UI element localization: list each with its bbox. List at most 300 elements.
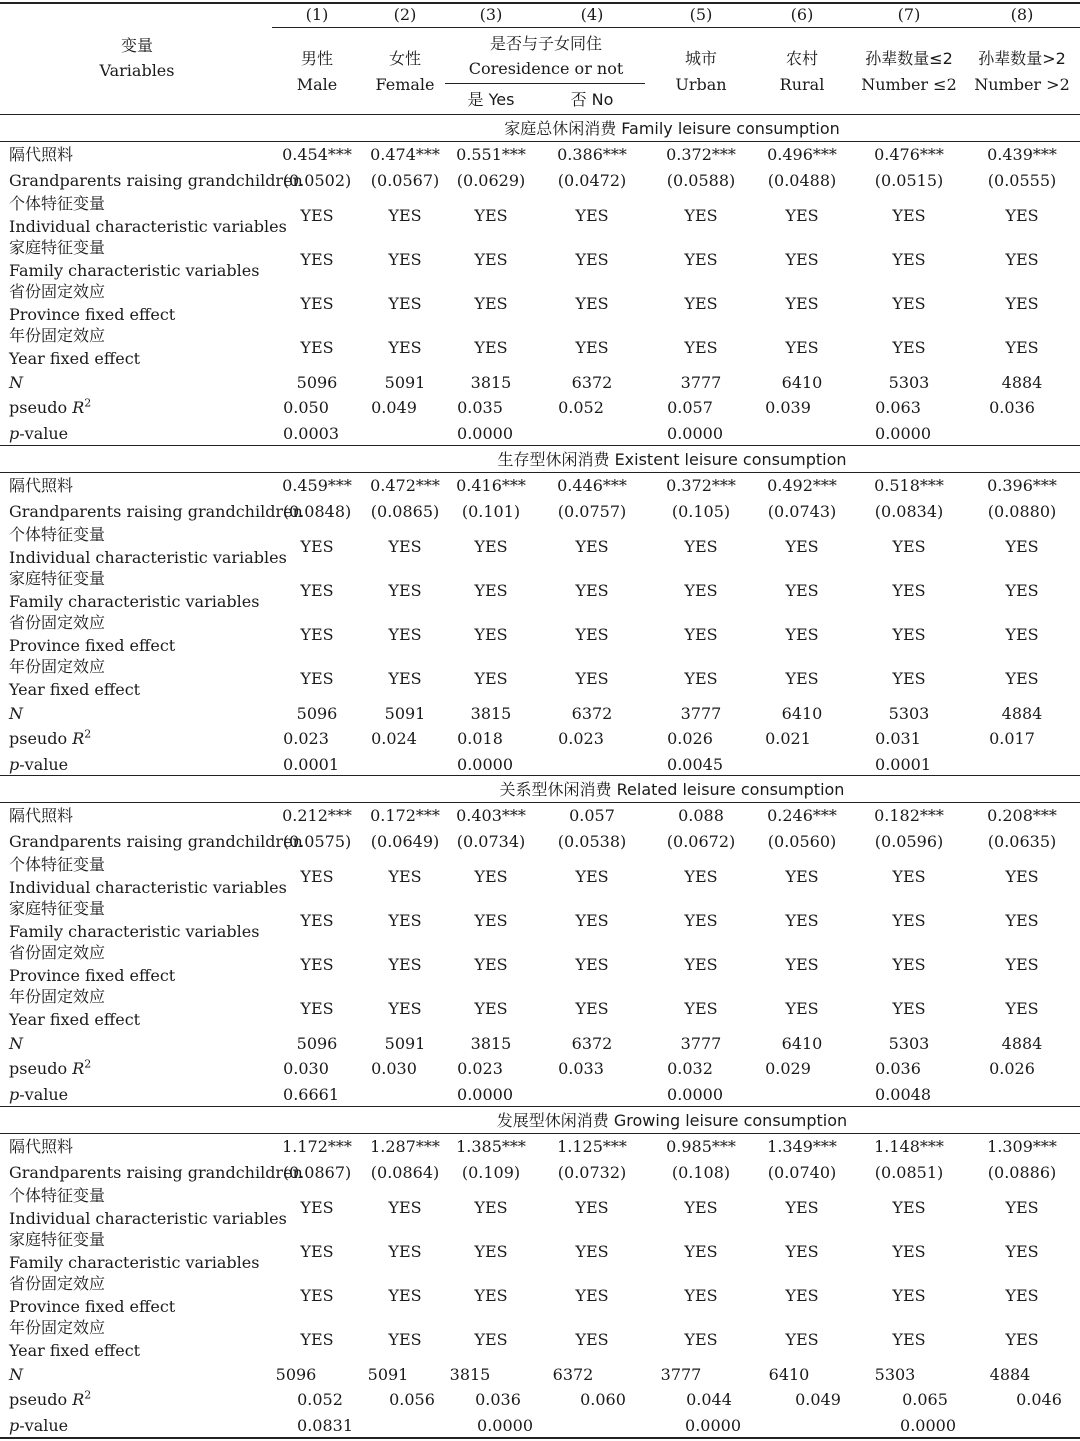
se-cell: (0.0502) <box>282 171 352 190</box>
yes-cell: YES <box>785 206 819 225</box>
yes-cell: YES <box>474 206 508 225</box>
yes-cell: YES <box>684 669 718 688</box>
se-cell: (0.0851) <box>874 1163 944 1182</box>
n-cell: 5303 <box>888 1034 930 1053</box>
n-cell: 5096 <box>275 1365 317 1384</box>
r2-cell: 0.023 <box>558 729 604 748</box>
control-label-en: Family characteristic variables <box>9 592 260 611</box>
label-n: N <box>9 1365 23 1384</box>
top-rule <box>0 2 1080 4</box>
yes-cell: YES <box>300 867 334 886</box>
yes-cell: YES <box>474 867 508 886</box>
yes-cell: YES <box>575 955 609 974</box>
control-label-cn: 家庭特征变量 <box>9 899 106 918</box>
coef-cell: 0.372*** <box>666 476 736 495</box>
yes-cell: YES <box>1005 537 1039 556</box>
yes-cell: YES <box>1005 206 1039 225</box>
control-label-en: Year fixed effect <box>9 349 141 368</box>
control-label-en: Family characteristic variables <box>9 922 260 941</box>
coef-cell: 0.416*** <box>456 476 526 495</box>
r2-cell: 0.036 <box>989 398 1035 417</box>
variables-en: Variables <box>99 61 175 80</box>
yes-cell: YES <box>300 1198 334 1217</box>
control-label-en: Family characteristic variables <box>9 1253 260 1272</box>
r2-cell: 0.033 <box>558 1059 604 1078</box>
yes-cell: YES <box>684 911 718 930</box>
group-header-en: Rural <box>779 75 825 94</box>
column-number: (6) <box>790 5 814 24</box>
n-cell: 6372 <box>552 1365 594 1384</box>
yes-cell: YES <box>1005 338 1039 357</box>
yes-cell: YES <box>892 206 926 225</box>
yes-cell: YES <box>1005 581 1039 600</box>
yes-cell: YES <box>785 999 819 1018</box>
yes-cell: YES <box>575 1286 609 1305</box>
r2-cell: 0.049 <box>371 398 417 417</box>
yes-cell: YES <box>892 1330 926 1349</box>
coef-cell: 0.386*** <box>557 145 627 164</box>
yes-cell: YES <box>892 911 926 930</box>
coef-cell: 0.439*** <box>987 145 1057 164</box>
yes-cell: YES <box>575 537 609 556</box>
yes-cell: YES <box>1005 294 1039 313</box>
label-grandparents-en: Grandparents raising grandchildren <box>9 1163 303 1182</box>
yes-cell: YES <box>684 581 718 600</box>
column-number: (7) <box>897 5 921 24</box>
yes-cell: YES <box>785 1330 819 1349</box>
yes-cell: YES <box>388 999 422 1018</box>
r2-cell: 0.029 <box>765 1059 811 1078</box>
group-header-en: Urban <box>675 75 727 94</box>
n-cell: 5096 <box>296 704 338 723</box>
label-pseudo-r2-part: 2 <box>84 396 92 410</box>
label-p-value-part: -value <box>19 424 69 443</box>
label-pseudo-r2-part: R <box>72 398 85 417</box>
label-pseudo-r2-part: 2 <box>84 1388 92 1402</box>
control-label-en: Province fixed effect <box>9 305 176 324</box>
yes-cell: YES <box>388 1198 422 1217</box>
r2-cell: 0.024 <box>371 729 417 748</box>
yes-cell: YES <box>474 250 508 269</box>
coresidence-no: 否 No <box>570 90 614 109</box>
r2-cell: 0.036 <box>875 1059 921 1078</box>
coef-cell: 1.148*** <box>874 1137 944 1156</box>
yes-cell: YES <box>785 294 819 313</box>
label-grandparents-en: Grandparents raising grandchildren <box>9 171 303 190</box>
p-value-cell: 0.0045 <box>667 755 723 774</box>
p-value-cell: 0.0048 <box>875 1085 931 1104</box>
label-pseudo-r2-part: pseudo <box>9 1390 73 1409</box>
panel-bottom-rule <box>0 445 1080 446</box>
n-cell: 4884 <box>989 1365 1031 1384</box>
coef-cell: 0.372*** <box>666 145 736 164</box>
coresidence-cn: 是否与子女同住 <box>489 34 603 53</box>
p-value-cell: 0.0000 <box>457 755 513 774</box>
yes-cell: YES <box>892 625 926 644</box>
p-value-cell: 0.0000 <box>685 1416 741 1435</box>
coef-cell: 0.396*** <box>987 476 1057 495</box>
se-cell: (0.109) <box>461 1163 521 1182</box>
coef-cell: 0.057 <box>569 806 615 825</box>
variables-cn: 变量 <box>120 36 154 55</box>
group-header-cn: 孙辈数量>2 <box>978 49 1066 68</box>
group-header-en: Number >2 <box>974 75 1070 94</box>
label-pseudo-r2 <box>9 1388 92 1409</box>
se-cell: (0.0555) <box>987 171 1057 190</box>
yes-cell: YES <box>684 955 718 974</box>
group-header-cn: 城市 <box>684 49 718 68</box>
label-grandparents-cn: 隔代照料 <box>9 476 74 495</box>
yes-cell: YES <box>684 1198 718 1217</box>
control-label-cn: 省份固定效应 <box>9 1274 106 1293</box>
control-label-en: Individual characteristic variables <box>9 548 287 567</box>
p-value-cell: 0.0001 <box>875 755 931 774</box>
r2-cell: 0.036 <box>475 1390 521 1409</box>
se-cell: (0.0588) <box>666 171 736 190</box>
se-cell: (0.0635) <box>987 832 1057 851</box>
yes-cell: YES <box>785 250 819 269</box>
label-pseudo-r2 <box>9 396 92 417</box>
r2-cell: 0.057 <box>667 398 713 417</box>
yes-cell: YES <box>892 1242 926 1261</box>
yes-cell: YES <box>474 1242 508 1261</box>
se-cell: (0.105) <box>671 502 731 521</box>
control-label-en: Province fixed effect <box>9 1297 176 1316</box>
n-cell: 3777 <box>680 1034 722 1053</box>
column-number: (2) <box>393 5 417 24</box>
yes-cell: YES <box>684 338 718 357</box>
control-label-en: Province fixed effect <box>9 966 176 985</box>
yes-cell: YES <box>1005 999 1039 1018</box>
group-header-en: Male <box>296 75 338 94</box>
group-header-cn: 男性 <box>300 49 334 68</box>
n-cell: 5303 <box>888 704 930 723</box>
coef-cell: 0.446*** <box>557 476 627 495</box>
se-cell: (0.0472) <box>557 171 627 190</box>
yes-cell: YES <box>684 867 718 886</box>
yes-cell: YES <box>892 1286 926 1305</box>
r2-cell: 0.026 <box>989 1059 1035 1078</box>
yes-cell: YES <box>575 581 609 600</box>
n-cell: 6410 <box>781 1034 823 1053</box>
p-value-cell: 0.0000 <box>477 1416 533 1435</box>
panel-title-rule <box>0 1133 1080 1134</box>
n-cell: 4884 <box>1001 1034 1043 1053</box>
yes-cell: YES <box>785 669 819 688</box>
coresidence-en: Coresidence or not <box>468 59 624 78</box>
yes-cell: YES <box>388 1242 422 1261</box>
column-number: (4) <box>580 5 604 24</box>
r2-cell: 0.049 <box>795 1390 841 1409</box>
yes-cell: YES <box>388 1286 422 1305</box>
column-number: (5) <box>689 5 713 24</box>
label-pseudo-r2-part: R <box>72 1390 85 1409</box>
coef-cell: 1.349*** <box>767 1137 837 1156</box>
se-cell: (0.108) <box>671 1163 731 1182</box>
yes-cell: YES <box>300 537 334 556</box>
yes-cell: YES <box>300 581 334 600</box>
n-cell: 6372 <box>571 1034 613 1053</box>
coef-cell: 0.088 <box>678 806 724 825</box>
yes-cell: YES <box>785 911 819 930</box>
panel-bottom-rule <box>0 1437 1080 1439</box>
coef-cell: 0.459*** <box>282 476 352 495</box>
yes-cell: YES <box>388 338 422 357</box>
yes-cell: YES <box>892 338 926 357</box>
n-cell: 3815 <box>470 1034 512 1053</box>
column-number: (1) <box>305 5 329 24</box>
p-value-cell: 0.0000 <box>667 424 723 443</box>
r2-cell: 0.039 <box>765 398 811 417</box>
label-p-value-part: p <box>9 1416 20 1435</box>
col-number-rule <box>272 27 1080 28</box>
coresidence-rule <box>445 83 645 84</box>
n-cell: 5303 <box>888 373 930 392</box>
r2-cell: 0.031 <box>875 729 921 748</box>
coef-cell: 0.472*** <box>370 476 440 495</box>
yes-cell: YES <box>785 1242 819 1261</box>
group-header-en: Female <box>375 75 435 94</box>
group-header-cn: 农村 <box>785 49 819 68</box>
r2-cell: 0.026 <box>667 729 713 748</box>
r2-cell: 0.030 <box>283 1059 329 1078</box>
panel-title-rule <box>0 141 1080 142</box>
control-label-cn: 年份固定效应 <box>9 1318 106 1337</box>
yes-cell: YES <box>300 250 334 269</box>
label-pseudo-r2-part: 2 <box>84 727 92 741</box>
se-cell: (0.0880) <box>987 502 1057 521</box>
label-p-value-part: -value <box>19 755 69 774</box>
yes-cell: YES <box>785 867 819 886</box>
se-cell: (0.0848) <box>282 502 352 521</box>
control-label-cn: 省份固定效应 <box>9 282 106 301</box>
yes-cell: YES <box>785 955 819 974</box>
control-label-cn: 家庭特征变量 <box>9 569 106 588</box>
yes-cell: YES <box>474 1286 508 1305</box>
yes-cell: YES <box>300 338 334 357</box>
r2-cell: 0.021 <box>765 729 811 748</box>
n-cell: 6410 <box>781 373 823 392</box>
yes-cell: YES <box>388 625 422 644</box>
yes-cell: YES <box>388 250 422 269</box>
label-p-value-part: p <box>9 424 20 443</box>
n-cell: 6372 <box>571 373 613 392</box>
yes-cell: YES <box>575 669 609 688</box>
yes-cell: YES <box>474 294 508 313</box>
se-cell: (0.0560) <box>767 832 837 851</box>
yes-cell: YES <box>388 537 422 556</box>
yes-cell: YES <box>892 867 926 886</box>
n-cell: 5096 <box>296 1034 338 1053</box>
control-label-cn: 省份固定效应 <box>9 943 106 962</box>
label-p-value-part: p <box>9 1085 20 1104</box>
panel-title: 发展型休闲消费 Growing leisure consumption <box>496 1111 848 1130</box>
coef-cell: 0.518*** <box>874 476 944 495</box>
yes-cell: YES <box>474 999 508 1018</box>
yes-cell: YES <box>300 1242 334 1261</box>
yes-cell: YES <box>785 1198 819 1217</box>
yes-cell: YES <box>474 669 508 688</box>
yes-cell: YES <box>388 911 422 930</box>
se-cell: (0.0596) <box>874 832 944 851</box>
label-grandparents-cn: 隔代照料 <box>9 145 74 164</box>
r2-cell: 0.060 <box>580 1390 626 1409</box>
yes-cell: YES <box>388 206 422 225</box>
yes-cell: YES <box>785 1286 819 1305</box>
yes-cell: YES <box>575 911 609 930</box>
n-cell: 3777 <box>660 1365 702 1384</box>
r2-cell: 0.063 <box>875 398 921 417</box>
yes-cell: YES <box>684 625 718 644</box>
control-label-en: Province fixed effect <box>9 636 176 655</box>
yes-cell: YES <box>388 867 422 886</box>
label-p-value <box>9 426 68 442</box>
label-p-value <box>9 1087 68 1103</box>
n-cell: 3815 <box>449 1365 491 1384</box>
control-label-cn: 个体特征变量 <box>9 1186 106 1205</box>
yes-cell: YES <box>684 294 718 313</box>
yes-cell: YES <box>785 537 819 556</box>
control-label-en: Year fixed effect <box>9 1341 141 1360</box>
r2-cell: 0.032 <box>667 1059 713 1078</box>
label-grandparents-cn: 隔代照料 <box>9 1137 74 1156</box>
coef-cell: 1.172*** <box>282 1137 352 1156</box>
label-pseudo-r2-part: pseudo <box>9 1059 73 1078</box>
yes-cell: YES <box>1005 867 1039 886</box>
se-cell: (0.0834) <box>874 502 944 521</box>
group-header-en: Number ≤2 <box>861 75 957 94</box>
n-cell: 6372 <box>571 704 613 723</box>
se-cell: (0.0734) <box>456 832 526 851</box>
yes-cell: YES <box>575 250 609 269</box>
yes-cell: YES <box>892 537 926 556</box>
yes-cell: YES <box>474 537 508 556</box>
n-cell: 6410 <box>768 1365 810 1384</box>
yes-cell: YES <box>785 581 819 600</box>
control-label-cn: 家庭特征变量 <box>9 238 106 257</box>
control-label-cn: 年份固定效应 <box>9 657 106 676</box>
yes-cell: YES <box>785 338 819 357</box>
r2-cell: 0.023 <box>283 729 329 748</box>
group-header-cn: 孙辈数量≤2 <box>865 49 953 68</box>
yes-cell: YES <box>892 955 926 974</box>
p-value-cell: 0.0001 <box>283 755 339 774</box>
yes-cell: YES <box>1005 1286 1039 1305</box>
coef-cell: 0.403*** <box>456 806 526 825</box>
se-cell: (0.0886) <box>987 1163 1057 1182</box>
r2-cell: 0.035 <box>457 398 503 417</box>
yes-cell: YES <box>684 1286 718 1305</box>
se-cell: (0.0575) <box>282 832 352 851</box>
yes-cell: YES <box>1005 955 1039 974</box>
p-value-cell: 0.0003 <box>283 424 339 443</box>
p-value-cell: 0.6661 <box>283 1085 339 1104</box>
control-label-cn: 个体特征变量 <box>9 525 106 544</box>
coef-cell: 0.476*** <box>874 145 944 164</box>
yes-cell: YES <box>892 999 926 1018</box>
se-cell: (0.0672) <box>666 832 736 851</box>
r2-cell: 0.056 <box>389 1390 435 1409</box>
yes-cell: YES <box>785 625 819 644</box>
p-value-cell: 0.0000 <box>875 424 931 443</box>
n-cell: 5091 <box>367 1365 409 1384</box>
yes-cell: YES <box>1005 625 1039 644</box>
yes-cell: YES <box>300 294 334 313</box>
n-cell: 6410 <box>781 704 823 723</box>
yes-cell: YES <box>474 1198 508 1217</box>
yes-cell: YES <box>474 581 508 600</box>
yes-cell: YES <box>388 294 422 313</box>
se-cell: (0.0488) <box>767 171 837 190</box>
yes-cell: YES <box>474 911 508 930</box>
se-cell: (0.0567) <box>370 171 440 190</box>
coef-cell: 1.287*** <box>370 1137 440 1156</box>
r2-cell: 0.046 <box>1016 1390 1062 1409</box>
label-p-value-part: -value <box>19 1085 69 1104</box>
n-cell: 5091 <box>384 704 426 723</box>
label-n: N <box>9 373 23 392</box>
yes-cell: YES <box>474 625 508 644</box>
coresidence-yes: 是 Yes <box>467 90 515 109</box>
yes-cell: YES <box>575 1330 609 1349</box>
panel-title: 关系型休闲消费 Related leisure consumption <box>499 780 845 799</box>
se-cell: (0.0743) <box>767 502 837 521</box>
n-cell: 4884 <box>1001 373 1043 392</box>
yes-cell: YES <box>474 338 508 357</box>
r2-cell: 0.023 <box>457 1059 503 1078</box>
coef-cell: 0.454*** <box>282 145 352 164</box>
control-label-en: Individual characteristic variables <box>9 878 287 897</box>
n-cell: 5303 <box>874 1365 916 1384</box>
yes-cell: YES <box>388 669 422 688</box>
label-grandparents-cn: 隔代照料 <box>9 806 74 825</box>
yes-cell: YES <box>575 1242 609 1261</box>
yes-cell: YES <box>575 867 609 886</box>
se-cell: (0.0732) <box>557 1163 627 1182</box>
r2-cell: 0.030 <box>371 1059 417 1078</box>
r2-cell: 0.052 <box>297 1390 343 1409</box>
yes-cell: YES <box>892 294 926 313</box>
label-pseudo-r2-part: pseudo <box>9 398 73 417</box>
yes-cell: YES <box>388 1330 422 1349</box>
r2-cell: 0.044 <box>686 1390 732 1409</box>
control-label-cn: 年份固定效应 <box>9 326 106 345</box>
yes-cell: YES <box>684 250 718 269</box>
p-value-cell: 0.0831 <box>297 1416 353 1435</box>
p-value-cell: 0.0000 <box>900 1416 956 1435</box>
panel-title-rule <box>0 472 1080 473</box>
n-cell: 3777 <box>680 704 722 723</box>
panel-bottom-rule <box>0 775 1080 776</box>
n-cell: 5091 <box>384 373 426 392</box>
yes-cell: YES <box>575 1198 609 1217</box>
yes-cell: YES <box>1005 669 1039 688</box>
panel-bottom-rule <box>0 1106 1080 1107</box>
yes-cell: YES <box>575 338 609 357</box>
label-p-value <box>9 757 68 773</box>
yes-cell: YES <box>300 206 334 225</box>
coef-cell: 0.208*** <box>987 806 1057 825</box>
coef-cell: 1.385*** <box>456 1137 526 1156</box>
label-n: N <box>9 1034 23 1053</box>
yes-cell: YES <box>474 955 508 974</box>
se-cell: (0.0740) <box>767 1163 837 1182</box>
label-pseudo-r2 <box>9 727 92 748</box>
coef-cell: 0.496*** <box>767 145 837 164</box>
p-value-cell: 0.0000 <box>457 424 513 443</box>
yes-cell: YES <box>684 1242 718 1261</box>
r2-cell: 0.018 <box>457 729 503 748</box>
